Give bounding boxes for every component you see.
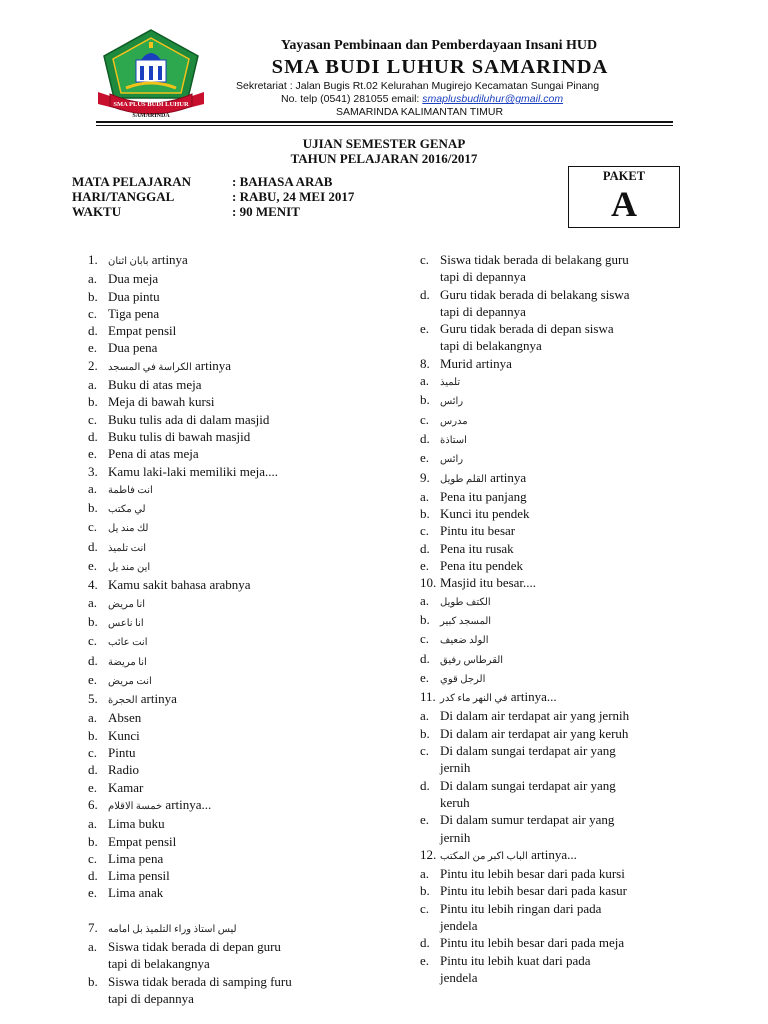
answer-option xyxy=(88,428,370,445)
field-label-subject: MATA PELAJARAN xyxy=(72,174,192,189)
answer-option xyxy=(88,270,370,287)
answer-option xyxy=(88,815,370,832)
option-letter: e. xyxy=(420,321,430,337)
answer-option xyxy=(88,850,370,867)
question-number: 7. xyxy=(88,919,98,935)
option-text: jernih xyxy=(440,760,471,776)
question-number: 12. xyxy=(420,846,437,862)
question-item xyxy=(88,796,370,815)
answer-option xyxy=(420,391,720,410)
option-letter: d. xyxy=(88,652,98,668)
paket-letter: A xyxy=(611,184,637,224)
question-number: 2. xyxy=(88,357,98,373)
option-text: Pintu xyxy=(108,745,136,761)
option-text: jendela xyxy=(440,969,478,985)
option-text: Buku tulis di bawah masjid xyxy=(108,428,251,444)
question-text: Kamu laki-laki memiliki meja.... xyxy=(108,463,279,479)
question-number: 9. xyxy=(420,469,430,485)
answer-option xyxy=(88,480,370,499)
answer-option xyxy=(420,725,720,742)
question-number: 6. xyxy=(88,796,98,812)
option-text: Lima pena xyxy=(108,850,164,866)
spacer xyxy=(88,902,370,919)
arabic-text: الحجرة xyxy=(108,695,138,707)
arabic-text: في النهر ماء كدر xyxy=(440,693,508,705)
option-letter: e. xyxy=(420,558,430,574)
option-text: Pintu itu lebih besar dari pada kasur xyxy=(440,883,628,899)
option-letter: a. xyxy=(420,488,430,504)
answer-option xyxy=(88,518,370,537)
option-letter: b. xyxy=(420,392,430,408)
option-letter: a. xyxy=(88,816,98,832)
option-letter: e. xyxy=(88,885,98,901)
answer-option xyxy=(88,709,370,726)
answer-option xyxy=(88,671,370,690)
option-letter: b. xyxy=(88,833,98,849)
school-name: SMA BUDI LUHUR SAMARINDA xyxy=(271,56,609,78)
question-text: artinya xyxy=(191,357,232,373)
option-text: Guru tidak berada di depan siswa xyxy=(440,321,614,337)
arabic-text: الكتف طويل xyxy=(440,596,491,608)
option-letter: b. xyxy=(88,613,98,629)
answer-option xyxy=(420,811,720,828)
question-number: 10. xyxy=(420,575,437,591)
option-letter: b. xyxy=(88,288,98,304)
answer-option xyxy=(420,592,720,611)
field-value-date: : RABU, 24 MEI 2017 xyxy=(232,189,355,204)
question-number: 11. xyxy=(420,689,436,705)
answer-option xyxy=(88,973,370,990)
answer-option xyxy=(420,742,720,759)
answer-option xyxy=(420,522,720,539)
answer-option xyxy=(88,594,370,613)
option-text: tapi di depannya xyxy=(108,990,194,1006)
paket-box xyxy=(568,166,680,228)
question-item xyxy=(88,576,370,593)
arabic-text: الولد ضعيف xyxy=(440,635,489,647)
question-text: artinya... xyxy=(527,846,577,862)
question-item xyxy=(88,919,370,938)
option-text: Dua pena xyxy=(108,340,158,356)
arabic-text: لك مند يل xyxy=(108,523,149,535)
option-letter: a. xyxy=(420,866,430,882)
option-text: Lima buku xyxy=(108,816,165,832)
arabic-text: اين مند يل xyxy=(108,562,151,574)
option-text: tapi di belakangnya xyxy=(440,338,542,354)
foundation-name: Yayasan Pembinaan dan Pemberdayaan Insani HUD xyxy=(280,38,598,53)
option-letter: a. xyxy=(88,710,98,726)
question-text: Murid artinya xyxy=(440,355,512,371)
option-text: Kunci xyxy=(108,727,140,743)
answer-option xyxy=(420,251,720,268)
answer-option xyxy=(420,430,720,449)
option-text: Siswa tidak berada di depan guru xyxy=(108,938,281,954)
option-text: Pintu itu lebih kuat dari pada xyxy=(440,952,591,968)
answer-option xyxy=(88,613,370,632)
question-text: Masjid itu besar.... xyxy=(440,575,537,591)
option-letter: a. xyxy=(420,592,430,608)
option-letter: d. xyxy=(420,777,430,793)
option-letter: a. xyxy=(88,377,98,393)
option-text: Dua meja xyxy=(108,271,159,287)
answer-option xyxy=(420,777,720,794)
option-letter: e. xyxy=(88,779,98,795)
question-item xyxy=(88,690,370,709)
answer-option xyxy=(88,727,370,744)
option-letter: d. xyxy=(88,538,98,554)
option-text: Pena itu rusak xyxy=(440,540,514,556)
question-number: 3. xyxy=(88,463,98,479)
question-text: Kamu sakit bahasa arabnya xyxy=(108,577,251,593)
email-link[interactable]: smaplusbudiluhur@gmail.com xyxy=(422,93,564,105)
option-text: Guru tidak berada di belakang siswa xyxy=(440,286,630,302)
question-text: artinya xyxy=(486,469,527,485)
question-text: artinya xyxy=(137,691,177,707)
answer-option xyxy=(420,759,720,776)
school-contact xyxy=(281,93,563,105)
answer-option xyxy=(420,337,720,354)
option-letter: a. xyxy=(88,594,98,610)
option-letter: a. xyxy=(88,271,98,287)
answer-option xyxy=(420,900,720,917)
option-text: Di dalam air terdapat air yang keruh xyxy=(440,725,629,741)
option-letter: b. xyxy=(420,883,430,899)
arabic-text: انت عائب xyxy=(108,637,148,649)
question-text: artinya... xyxy=(162,796,212,812)
answer-option xyxy=(420,557,720,574)
arabic-text: انت تلميذ xyxy=(108,542,147,554)
option-text: Buku di atas meja xyxy=(108,377,202,393)
option-letter: c. xyxy=(420,252,430,267)
option-letter: b. xyxy=(88,727,98,743)
option-letter: e. xyxy=(420,812,430,828)
option-text: Siswa tidak berada di samping furu xyxy=(108,973,292,989)
option-letter: a. xyxy=(420,373,430,389)
answer-option xyxy=(420,488,720,505)
arabic-text: لي مكتب xyxy=(108,504,146,516)
answer-option xyxy=(88,833,370,850)
answer-option xyxy=(420,505,720,522)
school-city: SAMARINDA KALIMANTAN TIMUR xyxy=(336,106,504,118)
answer-option xyxy=(88,652,370,671)
option-text: Absen xyxy=(108,710,142,726)
logo-city-text: SAMARINDA xyxy=(132,113,170,119)
answer-option xyxy=(420,669,720,688)
arabic-text: ليس استاذ وراء التلميذ بل امامه xyxy=(108,923,237,935)
option-text: Kunci itu pendek xyxy=(440,506,530,522)
question-number: 1. xyxy=(88,252,98,267)
option-letter: d. xyxy=(420,935,430,951)
option-text: Pena itu pendek xyxy=(440,558,524,574)
header-divider-thick xyxy=(96,121,673,123)
arabic-text: القلم طويل xyxy=(440,473,487,485)
answer-option xyxy=(420,934,720,951)
answer-option xyxy=(88,538,370,557)
answer-option xyxy=(420,411,720,430)
answer-option xyxy=(88,761,370,778)
option-letter: c. xyxy=(88,850,98,866)
arabic-text: الكراسة في المسجد xyxy=(108,361,192,373)
answer-option xyxy=(88,393,370,410)
header-divider-thin xyxy=(96,125,673,126)
answer-option xyxy=(420,882,720,899)
option-letter: c. xyxy=(88,745,98,761)
arabic-text: رائس xyxy=(440,396,464,408)
answer-option xyxy=(88,339,370,356)
question-number: 5. xyxy=(88,691,98,707)
logo-banner-text: SMA PLUS BUDI LUHUR xyxy=(113,101,189,108)
answer-option xyxy=(88,305,370,322)
option-letter: b. xyxy=(420,725,430,741)
arabic-text: القرطاس رفيق xyxy=(440,654,504,666)
answer-option xyxy=(88,411,370,428)
field-label-time: WAKTU xyxy=(72,204,122,219)
option-letter: d. xyxy=(420,286,430,302)
option-text: Di dalam sungai terdapat air yang xyxy=(440,777,616,793)
question-item xyxy=(420,688,720,707)
school-address: Sekretariat : Jalan Bugis Rt.02 Kelurahan Mugirejo Kecamatan Sungai Pinang xyxy=(236,80,600,92)
option-text: Dua pintu xyxy=(108,288,160,304)
option-text: Radio xyxy=(108,762,140,778)
arabic-text: الباب اكبر من المكتب xyxy=(440,850,528,862)
option-letter: c. xyxy=(88,305,98,321)
arabic-text: بابان اثنان xyxy=(108,256,149,267)
option-text: Buku tulis ada di dalam masjid xyxy=(108,411,270,427)
arabic-text: تلميذ xyxy=(440,377,461,389)
answer-option xyxy=(88,955,370,972)
option-text: tapi di belakangnya xyxy=(108,956,210,972)
question-column-left xyxy=(88,251,370,1007)
question-number: 8. xyxy=(420,355,430,371)
answer-option xyxy=(88,288,370,305)
option-letter: c. xyxy=(420,523,430,539)
option-letter: d. xyxy=(420,430,430,446)
answer-option xyxy=(420,969,720,986)
option-text: Pena di atas meja xyxy=(108,446,199,462)
arabic-text: خمسة الاقلام xyxy=(108,800,163,812)
option-text: keruh xyxy=(440,794,470,810)
option-letter: c. xyxy=(88,519,98,535)
answer-option xyxy=(88,867,370,884)
option-letter: d. xyxy=(88,323,98,339)
arabic-text: انا مريض xyxy=(108,598,146,610)
option-text: tapi di depannya xyxy=(440,269,526,285)
option-text: Di dalam sungai terdapat air yang xyxy=(440,743,616,759)
option-letter: e. xyxy=(420,952,430,968)
answer-option xyxy=(420,449,720,468)
option-letter: d. xyxy=(88,868,98,884)
option-text: Pintu itu lebih besar dari pada kursi xyxy=(440,866,625,882)
answer-option xyxy=(420,952,720,969)
answer-option xyxy=(420,303,720,320)
answer-option xyxy=(88,990,370,1007)
answer-option xyxy=(420,707,720,724)
answer-option xyxy=(420,611,720,630)
answer-option xyxy=(420,286,720,303)
option-letter: c. xyxy=(420,411,430,427)
answer-option xyxy=(420,372,720,391)
answer-option xyxy=(88,779,370,796)
exam-title: UJIAN SEMESTER GENAP xyxy=(302,136,466,151)
answer-option xyxy=(420,650,720,669)
option-text: Pintu itu lebih ringan dari pada xyxy=(440,900,602,916)
option-letter: e. xyxy=(420,450,430,466)
option-letter: c. xyxy=(420,900,430,916)
option-letter: e. xyxy=(88,671,98,687)
question-text: artinya... xyxy=(507,689,557,705)
option-letter: e. xyxy=(88,340,98,356)
arabic-text: انا مريضة xyxy=(108,656,147,668)
option-text: Di dalam sumur terdapat air yang xyxy=(440,812,615,828)
option-letter: d. xyxy=(420,540,430,556)
option-text: Meja di bawah kursi xyxy=(108,394,215,410)
arabic-text: انت مريض xyxy=(108,675,152,687)
option-text: Lima pensil xyxy=(108,868,170,884)
option-text: tapi di depannya xyxy=(440,303,526,319)
option-letter: c. xyxy=(420,743,430,759)
answer-option xyxy=(88,884,370,901)
option-text: Tiga pena xyxy=(108,305,160,321)
option-text: Pena itu panjang xyxy=(440,488,527,504)
answer-option xyxy=(88,557,370,576)
answer-option xyxy=(420,917,720,934)
arabic-text: مدرس xyxy=(440,415,468,427)
answer-option xyxy=(88,499,370,518)
answer-option xyxy=(420,268,720,285)
answer-option xyxy=(420,320,720,337)
phone-text: No. telp (0541) 281055 email: xyxy=(281,93,423,105)
question-item xyxy=(88,463,370,480)
option-letter: d. xyxy=(88,762,98,778)
option-text: Empat pensil xyxy=(108,833,177,849)
question-item xyxy=(420,846,720,865)
field-value-subject: : BAHASA ARAB xyxy=(232,174,333,189)
answer-option xyxy=(88,938,370,955)
answer-option xyxy=(420,630,720,649)
option-letter: e. xyxy=(420,669,430,685)
option-text: Kamar xyxy=(108,779,144,795)
arabic-text: استاذة xyxy=(440,434,467,446)
answer-option xyxy=(88,445,370,462)
answer-option xyxy=(88,376,370,393)
answer-option xyxy=(420,865,720,882)
answer-option xyxy=(420,540,720,557)
option-letter: d. xyxy=(88,428,98,444)
answer-option xyxy=(88,322,370,339)
option-letter: b. xyxy=(420,506,430,522)
option-text: Empat pensil xyxy=(108,323,177,339)
arabic-text: المسجد كبير xyxy=(440,615,492,627)
field-value-time: : 90 MENIT xyxy=(232,204,300,219)
question-item xyxy=(420,469,720,488)
option-letter: a. xyxy=(88,938,98,954)
question-text: artinya xyxy=(148,252,188,267)
option-letter: a. xyxy=(88,480,98,496)
option-text: Pintu itu besar xyxy=(440,523,516,539)
option-text: jendela xyxy=(440,917,478,933)
option-letter: c. xyxy=(88,633,98,649)
exam-year: TAHUN PELAJARAN 2016/2017 xyxy=(290,151,478,166)
question-item xyxy=(420,355,720,372)
option-text: Lima anak xyxy=(108,885,164,901)
question-item xyxy=(420,574,720,591)
answer-option xyxy=(420,794,720,811)
question-column-right xyxy=(420,251,720,986)
answer-option xyxy=(420,829,720,846)
field-label-date: HARI/TANGGAL xyxy=(72,189,175,204)
answer-option xyxy=(88,632,370,651)
arabic-text: الرجل قوي xyxy=(440,673,486,685)
question-number: 4. xyxy=(88,577,98,593)
arabic-text: انت فاطمة xyxy=(108,484,153,496)
option-letter: c. xyxy=(420,631,430,647)
option-letter: c. xyxy=(88,411,98,427)
arabic-text: انا ناعس xyxy=(108,617,144,629)
option-letter: b. xyxy=(420,611,430,627)
option-text: Pintu itu lebih besar dari pada meja xyxy=(440,935,625,951)
option-letter: b. xyxy=(88,394,98,410)
option-letter: e. xyxy=(88,446,98,462)
paket-label: PAKET xyxy=(602,169,646,183)
answer-option xyxy=(88,744,370,761)
option-letter: e. xyxy=(88,558,98,574)
question-item xyxy=(88,251,370,270)
question-item xyxy=(88,357,370,376)
option-text: Di dalam air terdapat air yang jernih xyxy=(440,708,630,724)
option-letter: b. xyxy=(88,500,98,516)
option-text: Siswa tidak berada di belakang guru xyxy=(440,252,629,267)
option-letter: d. xyxy=(420,650,430,666)
arabic-text: رائس xyxy=(440,454,464,466)
option-letter: b. xyxy=(88,973,98,989)
option-text: jernih xyxy=(440,829,471,845)
option-letter: a. xyxy=(420,708,430,724)
